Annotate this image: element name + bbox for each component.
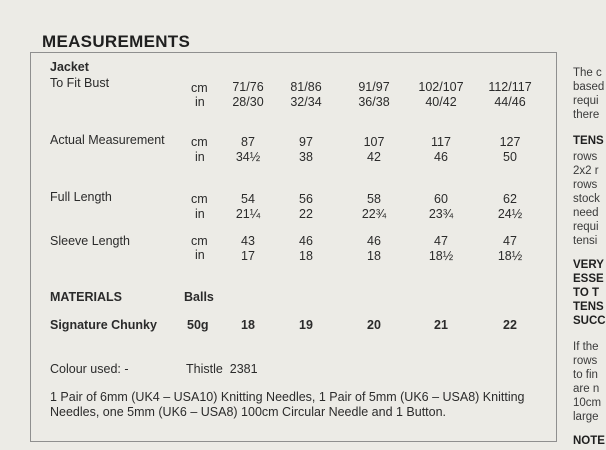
yarn-weight: 50g bbox=[187, 318, 209, 332]
side-fragment: stock bbox=[573, 193, 600, 205]
row-label-actual: Actual Measurement bbox=[50, 133, 165, 147]
sleeve-size-4: 47 18½ bbox=[428, 234, 454, 263]
side-fragment: based bbox=[573, 81, 605, 93]
side-fragment: are n bbox=[573, 383, 600, 395]
length-size-5: 62 24½ bbox=[497, 192, 523, 221]
side-fragment: TENS bbox=[573, 135, 604, 147]
needles-line-1: 1 Pair of 6mm (UK4 – USA10) Knitting Needles, 1 Pair of 5mm (UK6 – USA8) Knitting bbox=[50, 390, 525, 404]
side-fragment: If the bbox=[573, 341, 599, 353]
sleeve-size-5: 47 18½ bbox=[497, 234, 523, 263]
side-fragment: VERY bbox=[573, 259, 604, 271]
length-size-4: 60 23¾ bbox=[428, 192, 454, 221]
actual-size-2: 97 38 bbox=[299, 135, 313, 164]
side-fragment: rows bbox=[573, 355, 598, 367]
side-fragment: NOTE bbox=[573, 435, 605, 447]
side-fragment: 2x2 r bbox=[573, 165, 599, 177]
side-fragment: large bbox=[573, 411, 599, 423]
bust-size-2: 81/86 32/34 bbox=[290, 80, 322, 109]
balls-size-1: 18 bbox=[241, 318, 255, 332]
side-fragment: tensi bbox=[573, 235, 598, 247]
side-fragment: TENS bbox=[573, 301, 604, 313]
bust-size-1: 71/76 28/30 bbox=[232, 80, 264, 109]
side-fragment: requi bbox=[573, 221, 599, 233]
row-label-bust: To Fit Bust bbox=[50, 76, 110, 90]
unit-cm: cm bbox=[191, 234, 208, 248]
row-label-sleeve-length: Sleeve Length bbox=[50, 234, 130, 248]
side-fragment: SUCC bbox=[573, 315, 606, 327]
balls-size-4: 21 bbox=[434, 318, 448, 332]
row-label-full-length: Full Length bbox=[50, 190, 112, 204]
side-fragment: ESSE bbox=[573, 273, 604, 285]
page-title: MEASUREMENTS bbox=[42, 32, 191, 51]
unit-in: in bbox=[195, 248, 205, 262]
side-fragment: 10cm bbox=[573, 397, 602, 409]
materials-heading: MATERIALS bbox=[50, 290, 122, 304]
sleeve-size-3: 46 18 bbox=[367, 234, 381, 263]
side-fragment: rows bbox=[573, 151, 598, 163]
balls-size-5: 22 bbox=[503, 318, 517, 332]
side-fragment: need bbox=[573, 207, 599, 219]
unit-in: in bbox=[195, 207, 205, 221]
section-jacket: Jacket bbox=[50, 60, 89, 74]
actual-size-4: 117 46 bbox=[431, 135, 451, 164]
bust-size-4: 102/107 40/42 bbox=[418, 80, 464, 109]
side-fragment: to fin bbox=[573, 369, 598, 381]
side-fragment: rows bbox=[573, 179, 598, 191]
balls-size-2: 19 bbox=[299, 318, 313, 332]
side-fragment: requi bbox=[573, 95, 599, 107]
sleeve-size-1: 43 17 bbox=[241, 234, 255, 263]
length-size-3: 58 22¾ bbox=[361, 192, 387, 221]
colour-label: Colour used: - bbox=[50, 362, 129, 376]
unit-in: in bbox=[195, 95, 205, 109]
yarn-name: Signature Chunky bbox=[50, 318, 157, 332]
bust-size-5: 112/117 44/46 bbox=[488, 80, 532, 109]
unit-cm: cm bbox=[191, 81, 208, 95]
side-fragment: there bbox=[573, 109, 600, 121]
unit-in: in bbox=[195, 150, 205, 164]
actual-size-1: 87 34½ bbox=[235, 135, 261, 164]
bust-size-3: 91/97 36/38 bbox=[358, 80, 390, 109]
unit-cm: cm bbox=[191, 135, 208, 149]
needles-line-2: Needles, one 5mm (UK6 – USA8) 100cm Circular Needle and 1 Button. bbox=[50, 405, 447, 419]
sleeve-size-2: 46 18 bbox=[299, 234, 313, 263]
actual-size-3: 107 42 bbox=[363, 135, 385, 164]
length-size-1: 54 21¼ bbox=[235, 192, 261, 221]
length-size-2: 56 22 bbox=[299, 192, 313, 221]
balls-size-3: 20 bbox=[367, 318, 381, 332]
actual-size-5: 127 50 bbox=[499, 135, 521, 164]
balls-label: Balls bbox=[184, 290, 214, 304]
colour-value: Thistle 2381 bbox=[186, 362, 258, 376]
side-fragment: The c bbox=[573, 67, 602, 79]
side-fragment: TO T bbox=[573, 287, 599, 299]
unit-cm: cm bbox=[191, 192, 208, 206]
